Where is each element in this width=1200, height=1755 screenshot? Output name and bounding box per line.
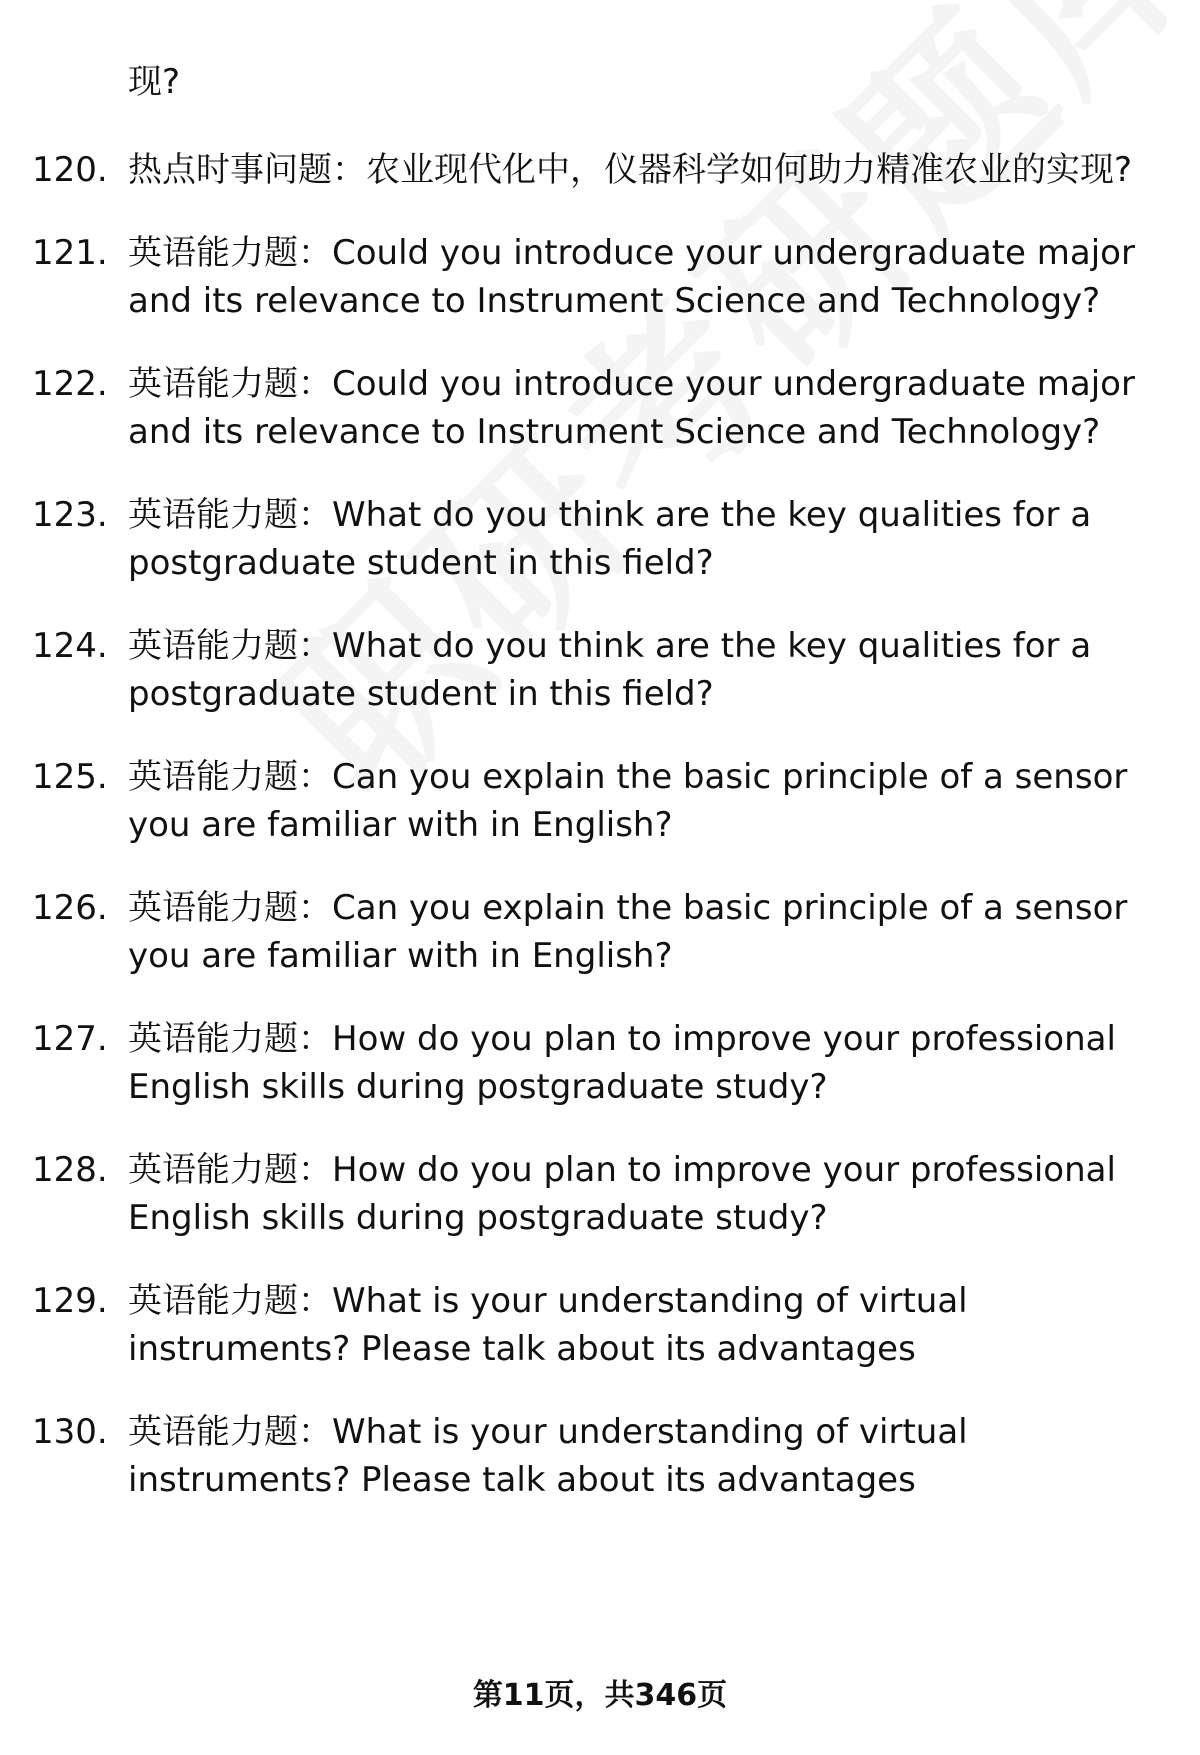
question-text: 英语能力题：What is your understanding of virtual instruments? Please talk about its advantages (128, 1281, 968, 1369)
question-number: 122. (32, 364, 108, 404)
question-text: 英语能力题：What do you think are the key qualities for a postgraduate student in this field? (128, 626, 1092, 714)
question-text: 英语能力题：How do you plan to improve your professional English skills during postgraduate study? (128, 1019, 1116, 1107)
question-list (0, 146, 1200, 1539)
question-item (0, 491, 1200, 587)
question-number: 126. (32, 888, 108, 928)
question-item (0, 1408, 1200, 1504)
continuation-text: 现? (128, 62, 181, 102)
question-text: 英语能力题：What is your understanding of virtual instruments? Please talk about its advantages (128, 1412, 968, 1500)
question-item (0, 146, 1200, 194)
question-text: 英语能力题：What do you think are the key qualities for a postgraduate student in this field? (128, 495, 1092, 583)
question-text: 热点时事问题：农业现代化中，仪器科学如何助力精准农业的实现? (128, 150, 1133, 190)
question-number: 123. (32, 495, 108, 535)
page-footer: 第11页，共346页 (472, 1678, 728, 1713)
question-number: 127. (32, 1019, 108, 1059)
question-text: 英语能力题：Could you introduce your undergraduate major and its relevance to Instrument Science and Technology? (128, 233, 1135, 321)
question-text: 英语能力题：Can you explain the basic principle of a sensor you are familiar with in English? (128, 888, 1128, 976)
question-number: 121. (32, 233, 108, 273)
question-item (0, 753, 1200, 849)
question-number: 129. (32, 1281, 108, 1321)
question-number: 130. (32, 1412, 108, 1452)
question-item (0, 229, 1200, 325)
question-item (0, 884, 1200, 980)
question-text: 英语能力题：How do you plan to improve your professional English skills during postgraduate study? (128, 1150, 1116, 1238)
question-text: 英语能力题：Could you introduce your undergraduate major and its relevance to Instrument Science and Technology? (128, 364, 1135, 452)
question-number: 120. (32, 150, 108, 190)
question-text: 英语能力题：Can you explain the basic principle of a sensor you are familiar with in English? (128, 757, 1128, 845)
question-number: 128. (32, 1150, 108, 1190)
question-item (0, 622, 1200, 718)
question-item (0, 1015, 1200, 1111)
question-number: 125. (32, 757, 108, 797)
question-item (0, 1277, 1200, 1373)
question-item (0, 360, 1200, 456)
question-item (0, 1146, 1200, 1242)
question-number: 124. (32, 626, 108, 666)
